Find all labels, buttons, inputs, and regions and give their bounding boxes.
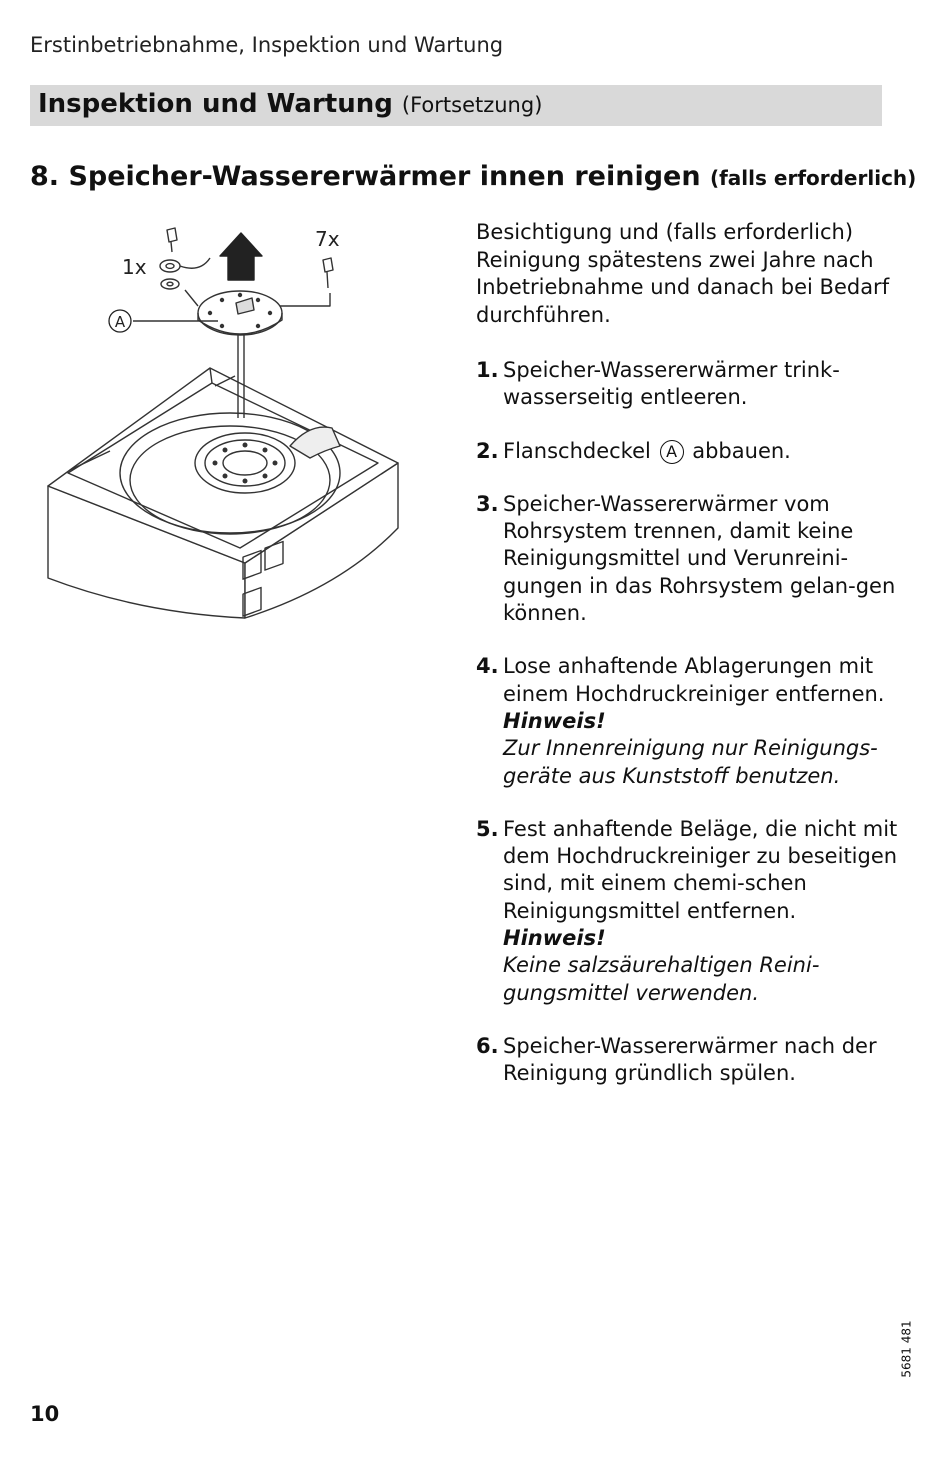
step-text-after: abbauen. [692,438,791,463]
intro-paragraph: Besichtigung und (falls erforderlich) Reinigung spätestens zwei Jahre nach Inbetriebnahme und danach bei Bedarf durchführen. [476,220,890,327]
section-title-text: Inspektion und Wartung [38,89,393,119]
step-number: 1. [476,358,499,382]
hint-label: Hinweis! [503,926,606,951]
step-text: Speicher-Wassererwärmer trink-wasserseitig entleeren. [503,358,840,410]
figure-label-1x: 1x [122,255,147,279]
step-number: 5. [476,816,499,841]
step-number: 3. [476,491,499,516]
flange-cover-illustration [40,218,410,628]
reference-badge-a: A [660,440,684,464]
step-heading-text: 8. Speicher-Wassererwärmer innen reinigen [30,161,701,192]
figure-label-7x: 7x [315,227,340,251]
step-number: 6. [476,1033,499,1058]
section-title [38,89,542,119]
step-heading [30,161,916,192]
list-item [476,1033,916,1088]
step-text: Lose anhaftende Ablagerungen mit einem Hochdruckreiniger entfernen. [503,654,885,706]
figure-label-a: A [114,313,126,331]
step-number: 4. [476,654,499,679]
running-header: Erstinbetriebnahme, Inspektion und Wartung [30,33,504,57]
step-text: Fest anhaftende Beläge, die nicht mit dem Hochdruckreiniger zu beseitigen sind, mit einem chemi-schen Reinigungsmittel entfernen. [503,816,898,923]
step-text: Speicher-Wassererwärmer vom Rohrsystem trennen, damit keine Reinigungsmittel und Verunreini-gungen in das Rohrsystem gelan-gen können. [503,491,896,626]
step-text: Speicher-Wassererwärmer nach der Reinigung gründlich spülen. [503,1033,877,1086]
list-item [476,357,916,412]
step-heading-note: (falls erforderlich) [709,166,917,190]
page-number: 10 [30,1402,60,1426]
section-bar [30,85,882,126]
step-text: Flanschdeckel [503,438,651,463]
section-subtitle: (Fortsetzung) [401,93,543,117]
hint-label: Hinweis! [503,708,606,733]
list-item [476,816,916,1007]
list-item [476,438,916,465]
hint-text: Keine salzsäurehaltigen Reini-gungsmittel verwenden. [503,953,820,1005]
step-list [476,357,916,1114]
list-item [476,653,916,789]
hint-text: Zur Innenreinigung nur Reinigungs-geräte aus Kunststoff benutzen. [503,736,878,788]
list-item [476,491,916,627]
document-number: 5681 481 [899,1320,914,1378]
step-number: 2. [476,438,499,463]
